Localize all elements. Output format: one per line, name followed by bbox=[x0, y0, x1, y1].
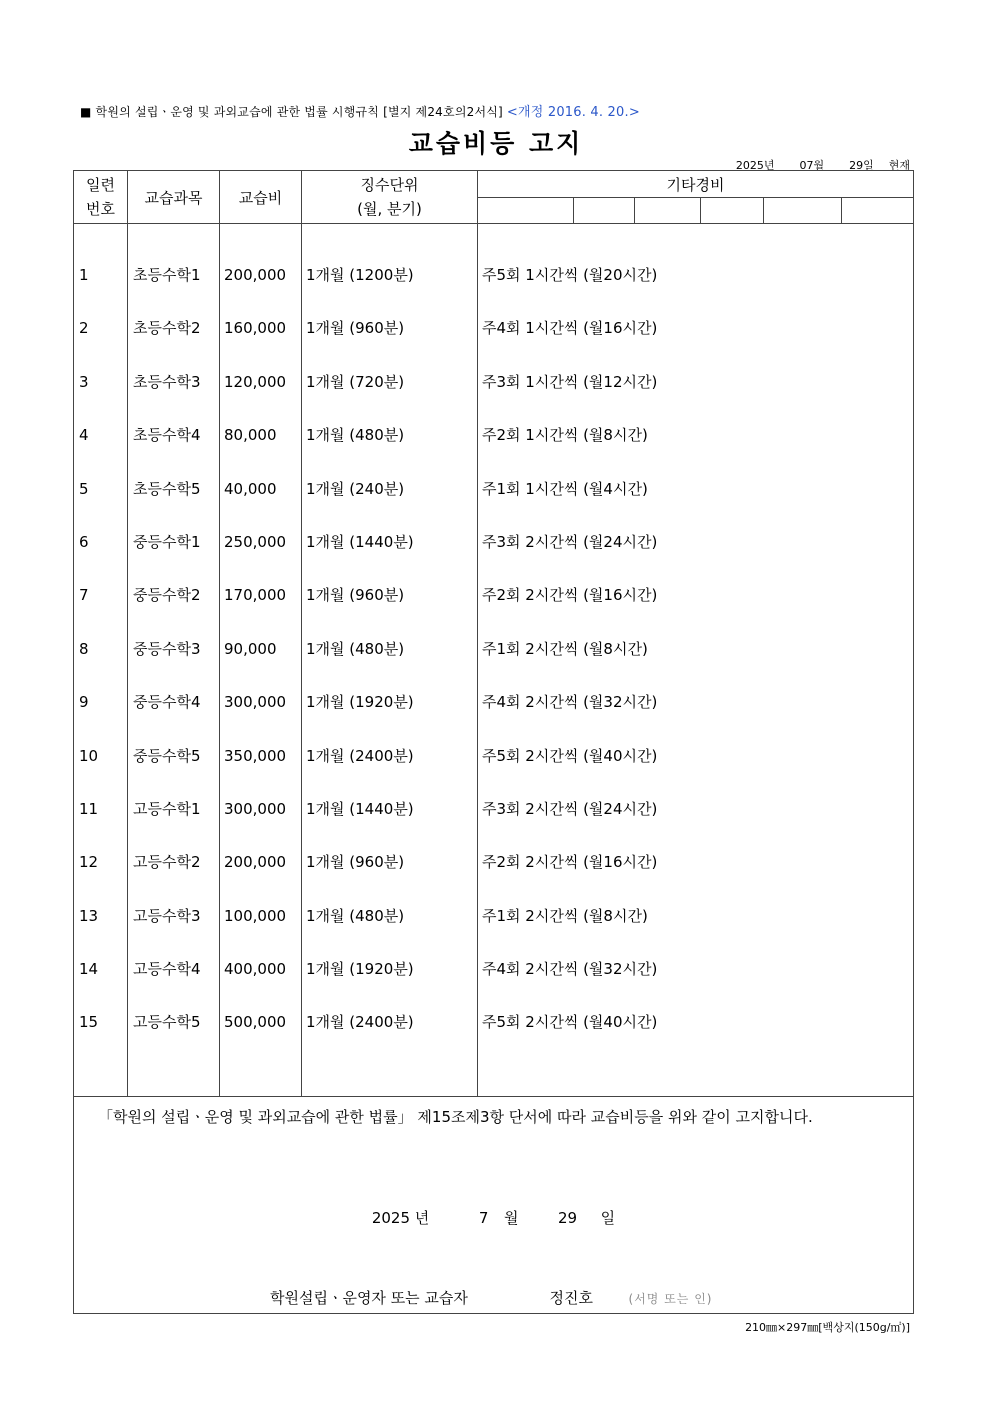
row-unit: 1개월 (1200분) bbox=[306, 266, 414, 284]
row-no: 14 bbox=[79, 960, 99, 979]
row-note: 주2회 1시간씩 (월8시간) bbox=[482, 426, 648, 445]
row-unit: 1개월 (240분) bbox=[306, 479, 405, 498]
page-title: 교습비등 고지 bbox=[408, 129, 584, 158]
row-unit: 1개월 (480분) bbox=[306, 639, 405, 658]
row-subject: 초등수학3 bbox=[133, 372, 201, 391]
row-fee: 160,000 bbox=[224, 319, 287, 338]
as-of-year: 2025년 bbox=[735, 159, 775, 172]
notice-day-unit: 일 bbox=[600, 1209, 616, 1227]
serial-column bbox=[74, 224, 128, 1097]
row-subject: 고등수학1 bbox=[133, 799, 201, 818]
row-note: 주5회 1시간씩 (월20시간) bbox=[482, 266, 658, 284]
row-fee: 120,000 bbox=[224, 372, 287, 391]
row-subject: 중등수학1 bbox=[133, 532, 201, 551]
row-no: 10 bbox=[79, 746, 99, 765]
row-fee: 200,000 bbox=[224, 266, 287, 284]
notice-section bbox=[74, 1097, 914, 1314]
row-no: 15 bbox=[79, 1013, 99, 1032]
row-subject: 고등수학2 bbox=[133, 853, 201, 872]
row-fee: 300,000 bbox=[224, 799, 287, 818]
row-note: 주3회 1시간씩 (월12시간) bbox=[482, 372, 658, 391]
unit-column bbox=[302, 224, 478, 1097]
row-subject: 고등수학4 bbox=[133, 960, 201, 979]
row-note: 주3회 2시간씩 (월24시간) bbox=[482, 532, 658, 551]
header-other-expenses: 기타경비 bbox=[478, 171, 914, 198]
row-subject: 중등수학2 bbox=[133, 586, 201, 605]
row-no: 9 bbox=[79, 693, 89, 712]
row-fee: 100,000 bbox=[224, 906, 287, 925]
as-of-suffix: 현재 bbox=[888, 159, 910, 172]
row-subject: 초등수학5 bbox=[133, 479, 201, 498]
other-expense-cell-3 bbox=[635, 198, 701, 224]
notice-month: 7 bbox=[478, 1209, 489, 1227]
row-subject: 초등수학4 bbox=[133, 426, 201, 445]
fee-list bbox=[224, 224, 301, 1063]
row-no: 3 bbox=[79, 372, 89, 391]
row-unit: 1개월 (1440분) bbox=[306, 532, 414, 551]
row-fee: 500,000 bbox=[224, 1013, 287, 1032]
row-note: 주4회 2시간씩 (월32시간) bbox=[482, 960, 658, 979]
notice-date bbox=[74, 1207, 913, 1228]
row-fee: 40,000 bbox=[224, 479, 277, 498]
row-subject: 중등수학3 bbox=[133, 639, 201, 658]
other-expense-cell-6 bbox=[842, 198, 914, 224]
row-fee: 400,000 bbox=[224, 960, 287, 979]
row-no: 1 bbox=[79, 266, 89, 284]
row-fee: 200,000 bbox=[224, 853, 287, 872]
legal-basis-line bbox=[80, 101, 640, 120]
serial-list bbox=[79, 224, 127, 1063]
header-serial-line1: 일련 bbox=[86, 176, 115, 194]
row-fee: 80,000 bbox=[224, 426, 277, 445]
row-note: 주2회 2시간씩 (월16시간) bbox=[482, 853, 658, 872]
row-unit: 1개월 (480분) bbox=[306, 426, 405, 445]
row-unit: 1개월 (960분) bbox=[306, 319, 405, 338]
row-note: 주4회 2시간씩 (월32시간) bbox=[482, 693, 658, 712]
subject-list bbox=[133, 224, 219, 1063]
other-expense-cell-2 bbox=[574, 198, 635, 224]
row-note: 주3회 2시간씩 (월24시간) bbox=[482, 799, 658, 818]
row-unit: 1개월 (1920분) bbox=[306, 960, 414, 979]
row-subject: 고등수학3 bbox=[133, 906, 201, 925]
header-serial-no bbox=[74, 171, 128, 224]
row-note: 주2회 2시간씩 (월16시간) bbox=[482, 586, 658, 605]
row-subject: 초등수학2 bbox=[133, 319, 201, 338]
row-no: 12 bbox=[79, 853, 99, 872]
row-unit: 1개월 (2400분) bbox=[306, 1013, 414, 1032]
notice-text bbox=[74, 1097, 913, 1132]
row-note: 주1회 1시간씩 (월4시간) bbox=[482, 479, 648, 498]
row-note: 주4회 1시간씩 (월16시간) bbox=[482, 319, 658, 338]
header-unit-line2: (월, 분기) bbox=[357, 200, 422, 218]
row-note: 주1회 2시간씩 (월8시간) bbox=[482, 906, 648, 925]
as-of-month: 07월 bbox=[799, 159, 825, 172]
row-unit: 1개월 (1920분) bbox=[306, 693, 414, 712]
notice-year: 2025 bbox=[371, 1209, 410, 1227]
row-unit: 1개월 (480분) bbox=[306, 906, 405, 925]
unit-list bbox=[306, 224, 477, 1063]
signature-placeholder: (서명 또는 인) bbox=[628, 1292, 713, 1306]
other-expense-cell-5 bbox=[764, 198, 842, 224]
header-fee: 교습비 bbox=[220, 171, 302, 224]
row-subject: 중등수학4 bbox=[133, 693, 201, 712]
row-unit: 1개월 (960분) bbox=[306, 853, 405, 872]
row-subject: 중등수학5 bbox=[133, 746, 201, 765]
signer-role: 학원설립ㆍ운영자 또는 교습자 bbox=[270, 1289, 468, 1307]
row-fee: 90,000 bbox=[224, 639, 277, 658]
row-no: 5 bbox=[79, 479, 89, 498]
header-serial-line2: 번호 bbox=[86, 200, 115, 218]
notice-day: 29 bbox=[558, 1209, 578, 1227]
row-no: 6 bbox=[79, 532, 89, 551]
row-no: 2 bbox=[79, 319, 89, 338]
amendment-note: <개정 2016. 4. 20.> bbox=[506, 105, 640, 120]
row-note: 주5회 2시간씩 (월40시간) bbox=[482, 746, 658, 765]
other-expense-cell-1 bbox=[478, 198, 574, 224]
subject-column bbox=[128, 224, 220, 1097]
row-no: 8 bbox=[79, 639, 89, 658]
signature-line bbox=[270, 1287, 712, 1308]
row-no: 4 bbox=[79, 426, 89, 445]
row-fee: 300,000 bbox=[224, 693, 287, 712]
header-billing-unit bbox=[302, 171, 478, 224]
row-no: 11 bbox=[79, 799, 99, 818]
legal-basis: ■ 학원의 설립ㆍ운영 및 과외교습에 관한 법률 시행규칙 [별지 제24호의2서식] bbox=[80, 105, 503, 119]
row-subject: 초등수학1 bbox=[133, 266, 201, 284]
fee-table bbox=[73, 170, 914, 1314]
row-fee: 170,000 bbox=[224, 586, 287, 605]
paper-spec: 210㎜×297㎜[백상지(150g/㎡)] bbox=[745, 1321, 910, 1334]
row-fee: 250,000 bbox=[224, 532, 287, 551]
header-subject: 교습과목 bbox=[128, 171, 220, 224]
notice-year-unit: 년 bbox=[414, 1209, 430, 1227]
row-unit: 1개월 (720분) bbox=[306, 372, 405, 391]
row-note: 주5회 2시간씩 (월40시간) bbox=[482, 1013, 658, 1032]
row-no: 13 bbox=[79, 906, 99, 925]
other-expense-cell-4 bbox=[701, 198, 764, 224]
row-fee: 350,000 bbox=[224, 746, 287, 765]
other-expense-column bbox=[478, 224, 914, 1097]
notice-text-body: 「학원의 설립ㆍ운영 및 과외교습에 관한 법률」 제15조제3항 단서에 따라 교습비등을 위와 같이 고지합니다. bbox=[98, 1108, 813, 1126]
row-no: 7 bbox=[79, 586, 89, 605]
signer-name: 정진호 bbox=[549, 1289, 593, 1307]
header-unit-line1: 징수단위 bbox=[360, 176, 419, 194]
row-unit: 1개월 (1440분) bbox=[306, 799, 414, 818]
notice-month-unit: 월 bbox=[503, 1209, 519, 1227]
row-unit: 1개월 (960분) bbox=[306, 586, 405, 605]
row-note: 주1회 2시간씩 (월8시간) bbox=[482, 639, 648, 658]
row-subject: 고등수학5 bbox=[133, 1013, 201, 1032]
other-expense-list bbox=[482, 224, 913, 1063]
row-unit: 1개월 (2400분) bbox=[306, 746, 414, 765]
as-of-day: 29일 bbox=[849, 159, 874, 172]
fee-column bbox=[220, 224, 302, 1097]
